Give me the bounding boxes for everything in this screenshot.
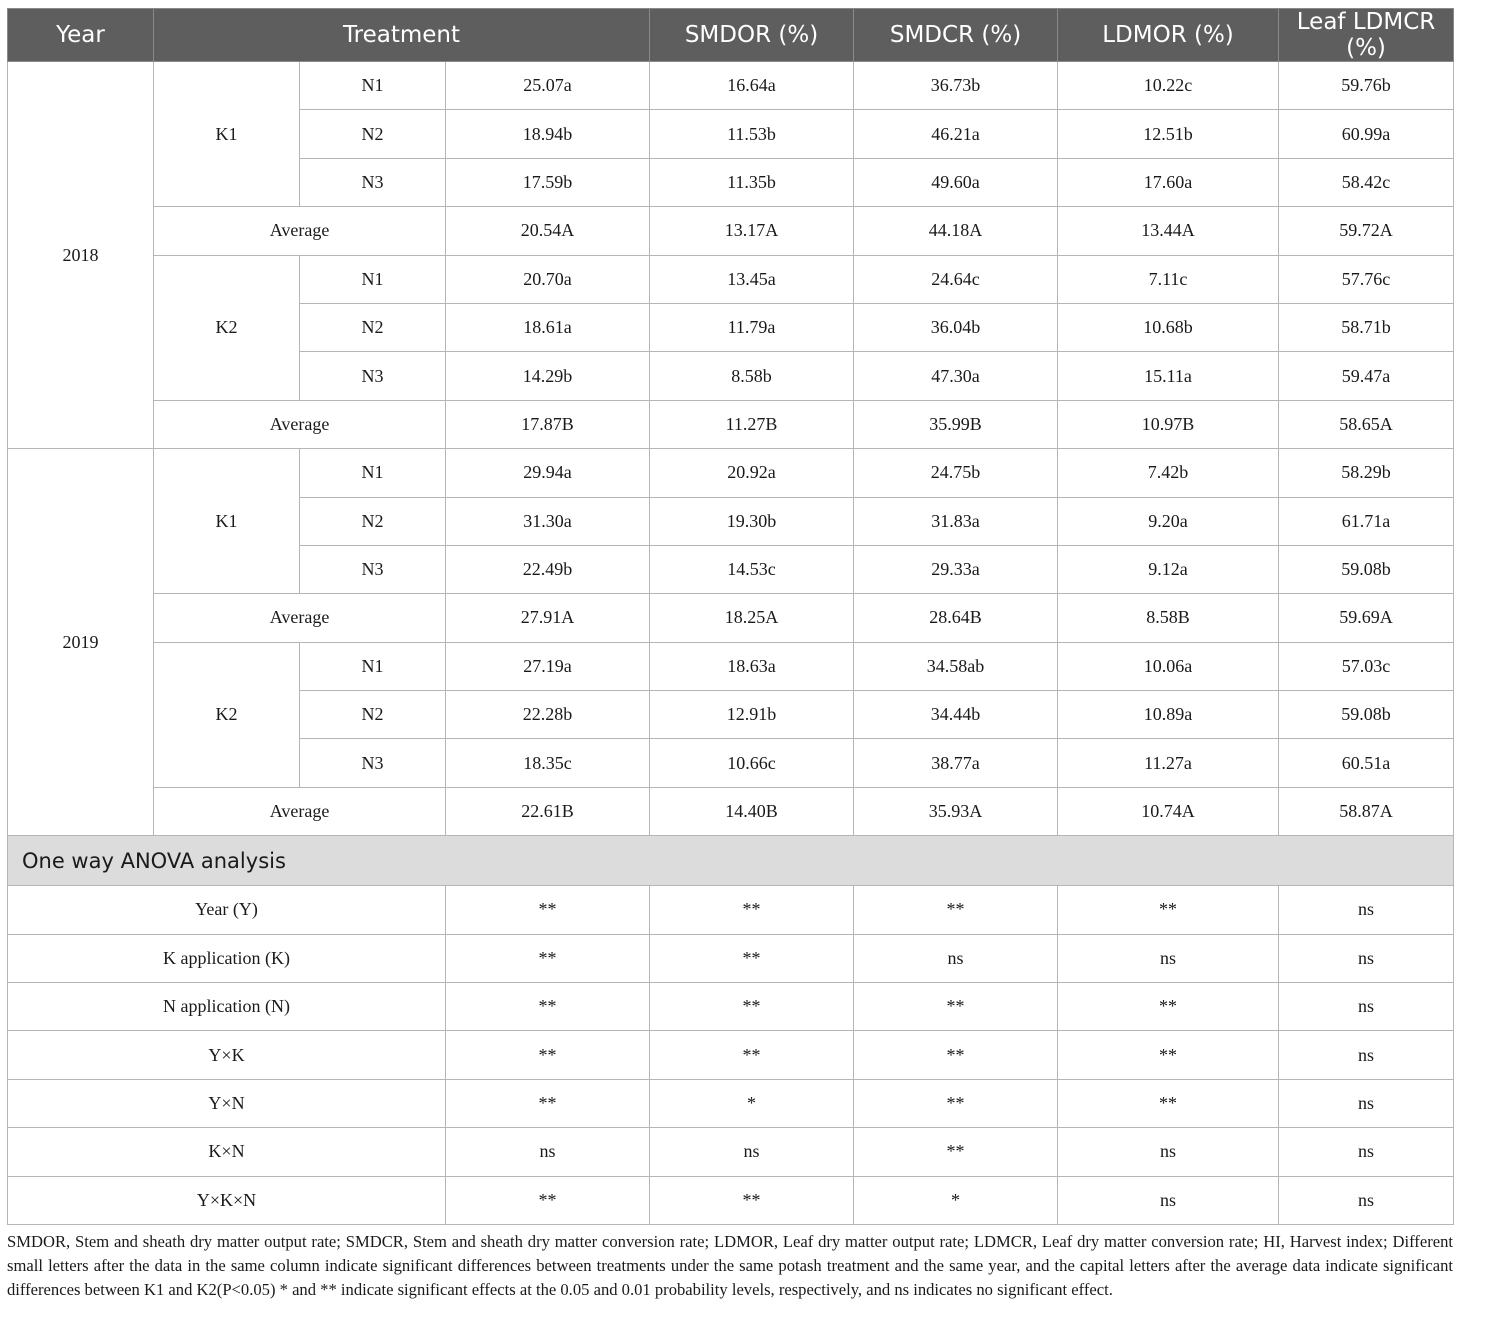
year-cell: 2019 (8, 449, 154, 836)
anova-factor: N application (N) (8, 983, 446, 1031)
table-row (8, 642, 1454, 690)
average-row (8, 594, 1454, 642)
value-cell: 31.83a (854, 497, 1058, 545)
value-cell: 19.30b (650, 497, 854, 545)
anova-significance-cell: ** (650, 886, 854, 934)
anova-significance-cell: ** (650, 934, 854, 982)
anova-significance-cell: ns (1279, 983, 1454, 1031)
k-treatment-cell: K2 (154, 642, 300, 787)
header-leaf-ldmcr: Leaf LDMCR (%) (1279, 9, 1454, 62)
value-cell: 59.08b (1279, 691, 1454, 739)
anova-significance-cell: ** (446, 886, 650, 934)
value-cell: 18.35c (446, 739, 650, 787)
n-treatment-cell: N1 (300, 62, 446, 110)
value-cell: 61.71a (1279, 497, 1454, 545)
value-cell: 11.27a (1058, 739, 1279, 787)
value-cell: 7.42b (1058, 449, 1279, 497)
value-cell: 34.58ab (854, 642, 1058, 690)
anova-significance-cell: ** (854, 1128, 1058, 1176)
anova-significance-cell: ** (854, 983, 1058, 1031)
average-value-cell: 27.91A (446, 594, 650, 642)
value-cell: 31.30a (446, 497, 650, 545)
table-container (7, 8, 1494, 1225)
value-cell: 10.89a (1058, 691, 1279, 739)
average-value-cell: 35.99B (854, 400, 1058, 448)
average-value-cell: 13.17A (650, 207, 854, 255)
n-treatment-cell: N2 (300, 691, 446, 739)
n-treatment-cell: N3 (300, 545, 446, 593)
value-cell: 18.94b (446, 110, 650, 158)
header-smdcr: SMDCR (%) (854, 9, 1058, 62)
year-cell: 2018 (8, 62, 154, 449)
header-year: Year (8, 9, 154, 62)
anova-significance-cell: ns (1058, 1128, 1279, 1176)
value-cell: 60.99a (1279, 110, 1454, 158)
value-cell: 34.44b (854, 691, 1058, 739)
anova-row (8, 934, 1454, 982)
anova-significance-cell: ns (1279, 1079, 1454, 1127)
value-cell: 36.04b (854, 303, 1058, 351)
value-cell: 58.71b (1279, 303, 1454, 351)
value-cell: 11.79a (650, 303, 854, 351)
average-label: Average (154, 400, 446, 448)
value-cell: 12.91b (650, 691, 854, 739)
table-row (8, 62, 1454, 110)
average-row (8, 787, 1454, 835)
value-cell: 27.19a (446, 642, 650, 690)
value-cell: 10.06a (1058, 642, 1279, 690)
anova-significance-cell: ** (446, 1079, 650, 1127)
anova-factor: Y×K×N (8, 1176, 446, 1224)
n-treatment-cell: N2 (300, 303, 446, 351)
k-treatment-cell: K1 (154, 62, 300, 207)
k-treatment-cell: K1 (154, 449, 300, 594)
n-treatment-cell: N2 (300, 110, 446, 158)
n-treatment-cell: N3 (300, 739, 446, 787)
k-treatment-cell: K2 (154, 255, 300, 400)
n-treatment-cell: N1 (300, 255, 446, 303)
anova-significance-cell: ** (854, 1031, 1058, 1079)
value-cell: 29.33a (854, 545, 1058, 593)
anova-significance-cell: ** (650, 983, 854, 1031)
n-treatment-cell: N2 (300, 497, 446, 545)
anova-significance-cell: ** (650, 1031, 854, 1079)
value-cell: 17.59b (446, 158, 650, 206)
value-cell: 22.49b (446, 545, 650, 593)
header-ldmor: LDMOR (%) (1058, 9, 1279, 62)
anova-factor: K×N (8, 1128, 446, 1176)
anova-significance-cell: ** (1058, 886, 1279, 934)
anova-significance-cell: * (650, 1079, 854, 1127)
value-cell: 22.28b (446, 691, 650, 739)
table-row (8, 255, 1454, 303)
average-value-cell: 18.25A (650, 594, 854, 642)
value-cell: 15.11a (1058, 352, 1279, 400)
anova-significance-cell: ns (1058, 1176, 1279, 1224)
anova-significance-cell: ns (446, 1128, 650, 1176)
data-table (7, 8, 1494, 1225)
anova-row (8, 983, 1454, 1031)
value-cell: 59.08b (1279, 545, 1454, 593)
value-cell: 10.66c (650, 739, 854, 787)
anova-significance-cell: ns (1279, 1031, 1454, 1079)
value-cell: 11.35b (650, 158, 854, 206)
value-cell: 20.92a (650, 449, 854, 497)
average-value-cell: 17.87B (446, 400, 650, 448)
value-cell: 24.64c (854, 255, 1058, 303)
value-cell: 24.75b (854, 449, 1058, 497)
average-value-cell: 59.72A (1279, 207, 1454, 255)
n-treatment-cell: N3 (300, 352, 446, 400)
value-cell: 20.70a (446, 255, 650, 303)
average-value-cell: 35.93A (854, 787, 1058, 835)
value-cell: 59.76b (1279, 62, 1454, 110)
anova-row (8, 1128, 1454, 1176)
value-cell: 9.20a (1058, 497, 1279, 545)
header-row: Year Treatment SMDOR (%) SMDCR (%) LDMOR (%) Leaf LDMCR (%) HI (%) (8, 9, 1454, 62)
average-value-cell: 11.27B (650, 400, 854, 448)
value-cell: 16.64a (650, 62, 854, 110)
value-cell: 25.07a (446, 62, 650, 110)
average-row (8, 400, 1454, 448)
value-cell: 17.60a (1058, 158, 1279, 206)
average-value-cell: 8.58B (1058, 594, 1279, 642)
value-cell: 46.21a (854, 110, 1058, 158)
anova-row (8, 886, 1454, 934)
value-cell: 58.29b (1279, 449, 1454, 497)
average-value-cell: 44.18A (854, 207, 1058, 255)
value-cell: 14.29b (446, 352, 650, 400)
value-cell: 29.94a (446, 449, 650, 497)
value-cell: 8.58b (650, 352, 854, 400)
value-cell: 49.60a (854, 158, 1058, 206)
value-cell: 57.76c (1279, 255, 1454, 303)
value-cell: 59.47a (1279, 352, 1454, 400)
anova-factor: Y×K (8, 1031, 446, 1079)
value-cell: 12.51b (1058, 110, 1279, 158)
anova-significance-cell: ** (854, 1079, 1058, 1127)
anova-significance-cell: ** (1058, 1031, 1279, 1079)
average-value-cell: 20.54A (446, 207, 650, 255)
anova-significance-cell: * (854, 1176, 1058, 1224)
header-treatment: Treatment (154, 9, 650, 62)
anova-significance-cell: ns (650, 1128, 854, 1176)
anova-significance-cell: ns (1058, 934, 1279, 982)
anova-significance-cell: ns (1279, 1128, 1454, 1176)
anova-significance-cell: ns (1279, 886, 1454, 934)
anova-significance-cell: ** (854, 886, 1058, 934)
average-label: Average (154, 594, 446, 642)
value-cell: 11.53b (650, 110, 854, 158)
value-cell: 47.30a (854, 352, 1058, 400)
value-cell: 18.63a (650, 642, 854, 690)
table-row (8, 449, 1454, 497)
anova-significance-cell: ** (650, 1176, 854, 1224)
anova-significance-cell: ns (1279, 934, 1454, 982)
anova-title-row (8, 836, 1454, 886)
average-value-cell: 22.61B (446, 787, 650, 835)
value-cell: 36.73b (854, 62, 1058, 110)
anova-significance-cell: ** (1058, 1079, 1279, 1127)
anova-title: One way ANOVA analysis (8, 836, 1454, 886)
value-cell: 9.12a (1058, 545, 1279, 593)
average-value-cell: 58.65A (1279, 400, 1454, 448)
value-cell: 14.53c (650, 545, 854, 593)
value-cell: 38.77a (854, 739, 1058, 787)
value-cell: 18.61a (446, 303, 650, 351)
value-cell: 10.22c (1058, 62, 1279, 110)
anova-significance-cell: ** (1058, 983, 1279, 1031)
value-cell: 10.68b (1058, 303, 1279, 351)
value-cell: 57.03c (1279, 642, 1454, 690)
value-cell: 60.51a (1279, 739, 1454, 787)
average-value-cell: 28.64B (854, 594, 1058, 642)
value-cell: 13.45a (650, 255, 854, 303)
anova-significance-cell: ** (446, 1031, 650, 1079)
n-treatment-cell: N3 (300, 158, 446, 206)
value-cell: 7.11c (1058, 255, 1279, 303)
value-cell: 58.42c (1279, 158, 1454, 206)
n-treatment-cell: N1 (300, 449, 446, 497)
anova-row (8, 1031, 1454, 1079)
average-value-cell: 14.40B (650, 787, 854, 835)
anova-significance-cell: ** (446, 934, 650, 982)
anova-factor: K application (K) (8, 934, 446, 982)
anova-significance-cell: ** (446, 1176, 650, 1224)
average-value-cell: 59.69A (1279, 594, 1454, 642)
anova-row (8, 1079, 1454, 1127)
header-smdor: SMDOR (%) (650, 9, 854, 62)
n-treatment-cell: N1 (300, 642, 446, 690)
average-value-cell: 10.74A (1058, 787, 1279, 835)
average-value-cell: 58.87A (1279, 787, 1454, 835)
anova-significance-cell: ns (1279, 1176, 1454, 1224)
average-value-cell: 10.97B (1058, 400, 1279, 448)
anova-factor: Y×N (8, 1079, 446, 1127)
average-row (8, 207, 1454, 255)
anova-row (8, 1176, 1454, 1224)
average-label: Average (154, 787, 446, 835)
anova-factor: Year (Y) (8, 886, 446, 934)
anova-significance-cell: ns (854, 934, 1058, 982)
average-value-cell: 13.44A (1058, 207, 1279, 255)
average-label: Average (154, 207, 446, 255)
anova-significance-cell: ** (446, 983, 650, 1031)
footnote: SMDOR, Stem and sheath dry matter output rate; SMDCR, Stem and sheath dry matter conversion rate; LDMOR, Leaf dry matter output rate; LDMCR, Leaf dry matter conversion rate; HI, Harvest index; Different small letters after the data in the same column indicate significant differences between treatments under the same potash treatment and the same year, and the capital letters after the average data indicate significant differences between K1 and K2(P<0.05) * and ** indicate significant effects at the 0.05 and 0.01 probability levels, respectively, and ns indicates no significant effect. (7, 1232, 1453, 1299)
